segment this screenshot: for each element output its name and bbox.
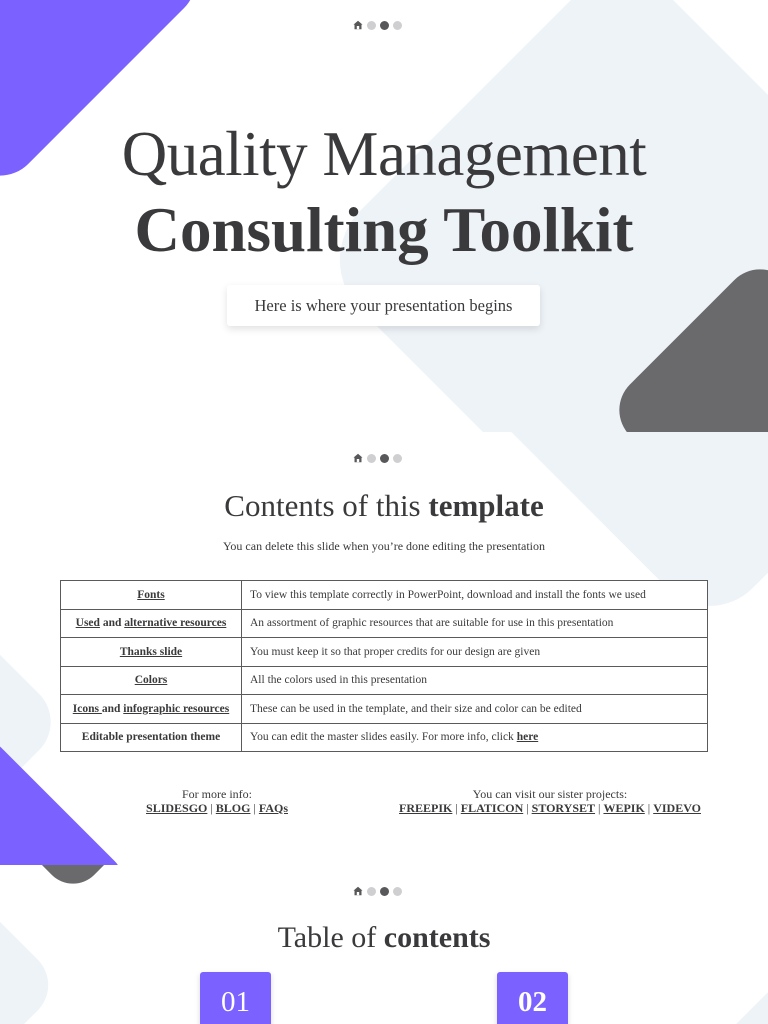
title-regular: Table of	[277, 921, 384, 954]
more-info-label: For more info:	[182, 787, 252, 801]
subtitle-box	[227, 285, 540, 326]
nav-dot-active[interactable]	[380, 454, 389, 463]
table-row	[61, 581, 708, 610]
separator: |	[250, 801, 259, 815]
row-value	[242, 723, 708, 752]
sister-projects-block	[380, 787, 720, 815]
contents-title	[0, 488, 768, 524]
row-value: All the colors used in this presentation	[242, 666, 708, 695]
slide-nav	[353, 886, 402, 896]
key-text: and	[101, 702, 124, 715]
nav-dot[interactable]	[367, 454, 376, 463]
section-number-01: 01	[200, 972, 271, 1024]
title-line-1: Quality Management	[121, 119, 647, 189]
slide-title	[0, 0, 768, 432]
table-row	[61, 723, 708, 752]
separator: |	[207, 801, 216, 815]
flaticon-link[interactable]: FLATICON	[460, 801, 524, 815]
separator: |	[452, 801, 461, 815]
row-value: You must keep it so that proper credits for our design are given	[242, 638, 708, 667]
nav-dot-active[interactable]	[380, 21, 389, 30]
fonts-link[interactable]: Fonts	[137, 588, 165, 601]
home-icon[interactable]	[353, 886, 363, 896]
row-key	[61, 638, 242, 667]
row-key	[61, 581, 242, 610]
videvo-link[interactable]: VIDEVO	[653, 801, 701, 815]
slide-table-of-contents	[0, 865, 768, 1024]
nav-dot[interactable]	[393, 454, 402, 463]
row-key: Editable presentation theme	[61, 723, 242, 752]
icons-link[interactable]: Icons	[72, 702, 102, 715]
slide-nav	[353, 453, 402, 463]
nav-dot[interactable]	[367, 21, 376, 30]
title-bold: contents	[383, 921, 491, 954]
row-key	[61, 609, 242, 638]
slidesgo-link[interactable]: SLIDESGO	[146, 801, 208, 815]
title-regular: Contents of this	[224, 488, 429, 523]
toc-title	[0, 921, 768, 955]
nav-dot-active[interactable]	[380, 887, 389, 896]
nav-dot[interactable]	[393, 887, 402, 896]
infographic-resources-link[interactable]: infographic resources	[123, 702, 230, 715]
value-text: You can edit the master slides easily. For more info, click	[250, 731, 517, 744]
here-link[interactable]: here	[516, 731, 539, 744]
sister-projects-label: You can visit our sister projects:	[472, 787, 628, 801]
separator: |	[523, 801, 532, 815]
section-number-02: 02	[497, 972, 568, 1024]
contents-subtitle: You can delete this slide when you’re done editing the presentation	[222, 539, 546, 553]
row-value: To view this template correctly in PowerPoint, download and install the fonts we used	[242, 581, 708, 610]
row-value: An assortment of graphic resources that are suitable for use in this presentation	[242, 609, 708, 638]
table-row	[61, 666, 708, 695]
separator: |	[644, 801, 654, 815]
row-value: These can be used in the template, and their size and color can be edited	[242, 695, 708, 724]
storyset-link[interactable]: STORYSET	[531, 801, 596, 815]
row-key	[61, 666, 242, 695]
alternative-resources-link[interactable]: alternative resources	[124, 617, 227, 630]
slide-nav	[353, 20, 402, 30]
used-resources-link[interactable]: Used	[75, 617, 100, 630]
more-info-block	[117, 787, 317, 815]
gray-diamond-shape	[0, 865, 179, 896]
sister-projects-links	[380, 801, 720, 815]
title-line-2: Consulting Toolkit	[134, 195, 634, 265]
table-row	[61, 638, 708, 667]
home-icon[interactable]	[353, 20, 363, 30]
blog-link[interactable]: BLOG	[215, 801, 251, 815]
nav-dot[interactable]	[367, 887, 376, 896]
table-row	[61, 609, 708, 638]
freepik-link[interactable]: FREEPIK	[399, 801, 453, 815]
thanks-slide-link[interactable]: Thanks slide	[119, 645, 183, 658]
title-bold: template	[428, 488, 544, 523]
home-icon[interactable]	[353, 453, 363, 463]
key-text: and	[99, 617, 125, 630]
wepik-link[interactable]: WEPIK	[603, 801, 645, 815]
background-right-shape	[695, 980, 768, 1024]
more-info-links	[117, 801, 317, 815]
slide-contents	[0, 432, 768, 865]
colors-link[interactable]: Colors	[134, 674, 168, 687]
faqs-link[interactable]: FAQs	[258, 801, 288, 815]
subtitle-text: Here is where your presentation begins	[254, 295, 513, 315]
contents-table	[60, 580, 708, 752]
separator: |	[595, 801, 604, 815]
nav-dot[interactable]	[393, 21, 402, 30]
table-row	[61, 695, 708, 724]
row-key	[61, 695, 242, 724]
